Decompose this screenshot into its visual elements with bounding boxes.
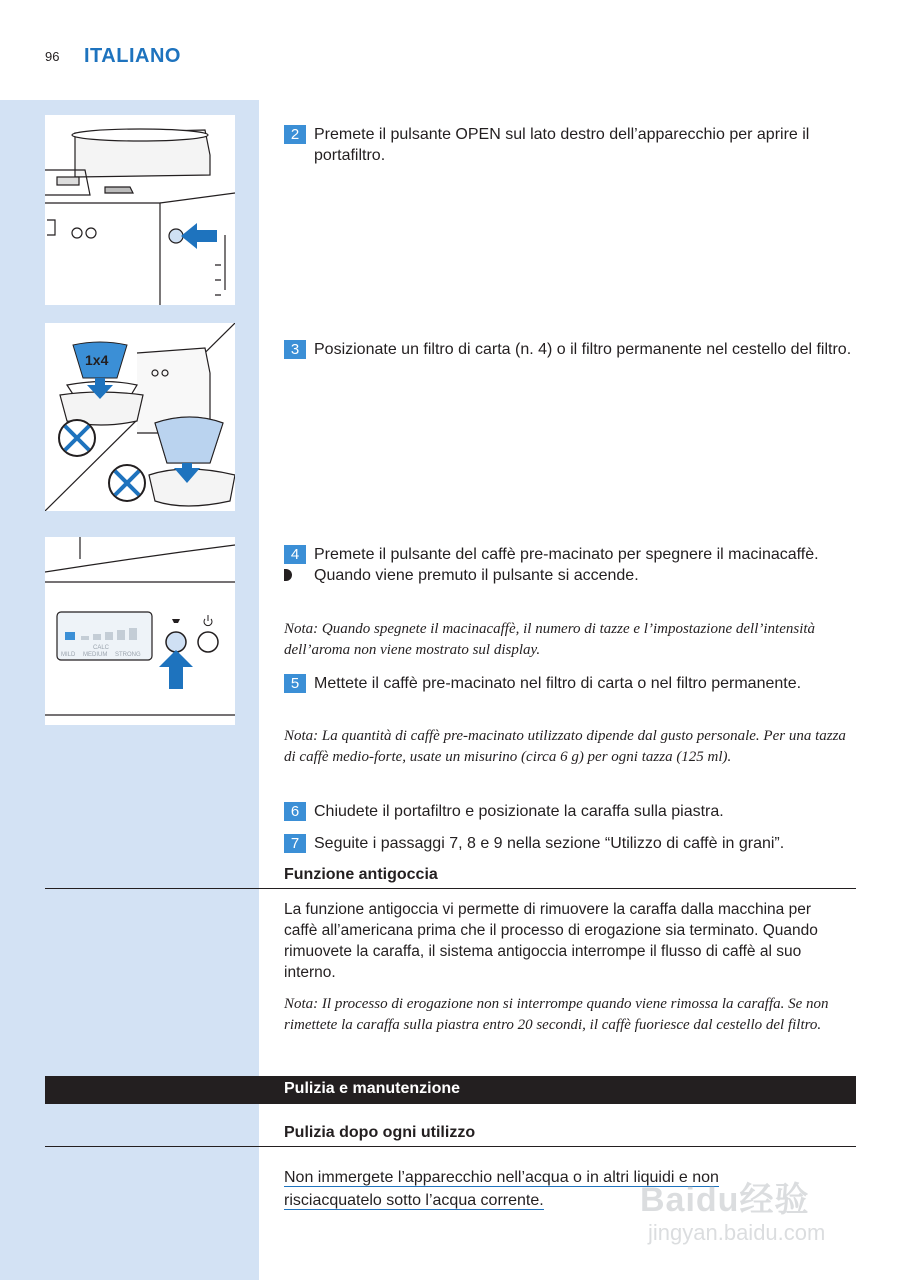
step-number-6: 6	[284, 802, 306, 821]
mild-label: MILD	[61, 652, 76, 658]
watermark-url: jingyan.baidu.com	[648, 1220, 826, 1245]
control-panel-illustration	[45, 537, 235, 725]
step-6-text: Chiudete il portafiltro e posizionate la caraffa sulla piastra.	[314, 803, 724, 820]
antidrip-note: Nota: Il processo di erogazione non si interrompe quando viene rimossa la caraffa. Se non rimettete la caraffa sulla piastra entro 20 secondi, il caffè fuoriesce dal cestello del filtro.	[284, 996, 829, 1033]
medium-label: MEDIUM	[83, 652, 108, 658]
step-number-7: 7	[284, 834, 306, 853]
antidrip-body: La funzione antigoccia vi permette di rimuovere la caraffa dalla macchina per caffè all’americana prima che il processo di erogazione sia terminato. Quando rimuovete la caraffa, il sistema antigoccia interrompe il flusso di caffè al suo interno.	[284, 901, 818, 981]
antidrip-rule	[45, 888, 856, 889]
cleaning-rule	[45, 1146, 856, 1147]
cleaning-subtitle: Pulizia dopo ogni utilizzo	[284, 1124, 476, 1141]
cup-icon	[65, 632, 75, 640]
open-button-icon	[169, 229, 183, 243]
figure-control-panel	[45, 537, 235, 725]
watermark-logo: Baidu经验	[640, 1181, 810, 1219]
step-number-3: 3	[284, 340, 306, 359]
filter-size-label: 1x4	[85, 352, 109, 368]
power-button	[198, 632, 218, 652]
step-7	[284, 833, 856, 854]
filter-placement-illustration	[45, 323, 235, 511]
step-number-2: 2	[284, 125, 306, 144]
ground-coffee-icon	[172, 619, 180, 623]
step-4-note: Nota: Quando spegnete il macinacaffè, il numero di tazze e l’impostazione dell’intensità dell’aroma non viene mostrato sul display.	[284, 621, 816, 658]
strong-label: STRONG	[115, 652, 141, 658]
step-5	[284, 673, 856, 694]
step-4-bullet-text: Quando viene premuto il pulsante si accende.	[314, 567, 639, 584]
step-number-5: 5	[284, 674, 306, 693]
step-4	[284, 544, 856, 586]
watermark	[640, 1172, 880, 1252]
coffee-machine-open-illustration	[45, 115, 235, 305]
power-icon	[204, 615, 212, 626]
step-number-4: 4	[284, 545, 306, 564]
step-7-text: Seguite i passaggi 7, 8 e 9 nella sezione “Utilizzo di caffè in grani”.	[314, 835, 785, 852]
cleaning-section-title: Pulizia e manutenzione	[284, 1080, 461, 1097]
step-5-note: Nota: La quantità di caffè pre-macinato utilizzato dipende dal gusto personale. Per una tazza di caffè medio-forte, usate un misurino (circa 6 g) per ogni tazza (125 ml).	[284, 728, 846, 765]
warning-line-1: Non immergete l’apparecchio nell’acqua o in altri liquidi e non	[284, 1169, 719, 1186]
step-5-text: Mettete il caffè pre-macinato nel filtro di carta o nel filtro permanente.	[314, 675, 802, 692]
arrow-left-icon	[181, 223, 217, 249]
pre-ground-button	[166, 632, 186, 652]
language-header: ITALIANO	[84, 45, 181, 67]
bullet-icon	[284, 569, 292, 581]
antidrip-title: Funzione antigoccia	[284, 866, 438, 883]
step-6	[284, 801, 856, 822]
arrow-up-icon	[159, 650, 193, 689]
warning-line-2: risciacquatelo sotto l’acqua corrente.	[284, 1192, 544, 1209]
step-3-text: Posizionate un filtro di carta (n. 4) o il filtro permanente nel cestello del filtro.	[314, 341, 852, 358]
calc-label: CALC	[93, 645, 110, 651]
step-2	[284, 124, 856, 166]
cleaning-section-bar	[45, 1076, 856, 1104]
step-4-text: Premete il pulsante del caffè pre-macinato per spegnere il macinacaffè.	[314, 546, 819, 563]
step-3	[284, 339, 856, 360]
step-2-text: Premete il pulsante OPEN sul lato destro dell’apparecchio per aprire il portafiltro.	[314, 126, 810, 164]
figure-open-button	[45, 115, 235, 305]
page-number: 96	[45, 49, 60, 64]
figure-filter-placement	[45, 323, 235, 511]
